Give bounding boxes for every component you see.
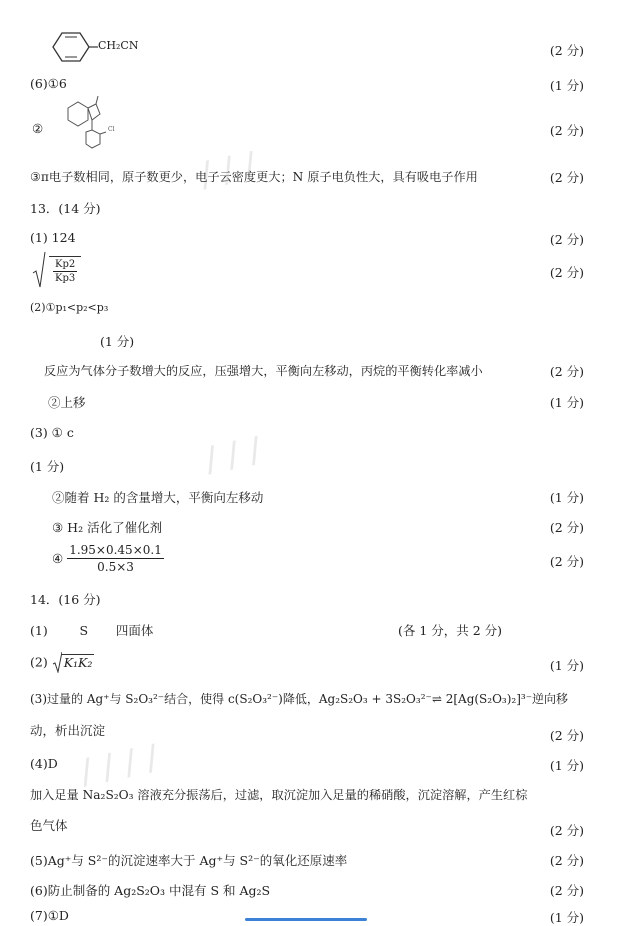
molecule-icon [62,94,128,152]
score: (1 分) [549,758,584,773]
answer-text: (1) 124 [30,230,76,245]
fraction-denominator: 0.5×3 [97,560,134,574]
score: (1 分) [30,459,65,474]
fraction-denominator: Kp3 [54,273,76,284]
question-number: (2) [30,654,48,670]
answer-text: (6)防止制备的 Ag₂S₂O₃ 中混有 S 和 Ag₂S [30,883,271,898]
sqrt-expression [30,651,94,673]
question-heading: 13．(14 分) [30,201,101,216]
answer-text: (3)过量的 Ag⁺与 S₂O₃²⁻结合，使得 c(S₂O₃²⁻)降低，Ag₂S₂O₃ + 3S₂O₃²⁻⇌ 2[Ag(S₂O₃)₂]³⁻逆向移 [30,692,569,706]
answer-text: ②上移 [48,395,86,410]
score: (2 分) [549,265,584,280]
answer-text: ②随着 H₂ 的含量增大，平衡向左移动 [52,490,264,505]
watermark: ∕ ∕ ∕ [196,144,260,196]
fraction-numerator: 1.95×0.45×0.1 [69,543,162,557]
watermark: ∕ ∕ ∕ ∕ [76,737,162,793]
score: (1 分) [549,910,584,925]
answer-text: (5)Ag⁺与 S²⁻的沉淀速率大于 Ag⁺与 S²⁻的氧化还原速率 [30,853,348,868]
fraction-expression [52,543,164,574]
answer-text: 动，析出沉淀 [30,723,106,738]
watermark: ∕ ∕ ∕ [201,429,265,481]
answer-text: 反应为气体分子数增大的反应，压强增大，平衡向左移动，丙烷的平衡转化率减小 [44,364,483,378]
answer-text: (7)①D [30,908,69,923]
answer-text: (4)D [30,756,58,771]
score: (1 分) [100,334,135,349]
answer-text: ③π电子数相同，原子数更少，电子云密度更大；N 原子电负性大，具有吸电子作用 [30,170,478,184]
score: (2 分) [549,43,584,58]
sqrt-sign-icon [52,651,62,673]
score: (1 分) [549,658,584,673]
formula-text: CH₂CN [98,39,139,52]
scroll-indicator [245,918,367,921]
indole-pyrimidine-structure [62,94,128,155]
score-note: (各 1 分，共 2 分) [398,623,503,638]
sqrt-sign-icon [32,251,46,289]
score: (1 分) [549,395,584,410]
score: (2 分) [549,823,584,838]
score: (1 分) [549,78,584,93]
chlorine-label: Cl [108,126,115,133]
score: (2 分) [549,170,584,185]
answer-text: 加入足量 Na₂S₂O₃ 溶液充分振荡后，过滤，取沉淀加入足量的稀硝酸，沉淀溶解，产生红棕 [30,788,528,802]
score: (2 分) [549,520,584,535]
score: (2 分) [549,554,584,569]
score: (2 分) [549,728,584,743]
benzyl-cyanide-structure [50,30,98,64]
score: (2 分) [549,232,584,247]
score: (1 分) [549,490,584,505]
radicand: K₁K₂ [63,654,93,670]
answer-text: (3) ① c [30,425,74,440]
answer-text: (2)①p₁<p₂<p₃ [30,301,109,314]
score: (2 分) [549,123,584,138]
answer-text: (6)①6 [30,76,67,91]
benzene-ring-icon [50,30,98,64]
score: (2 分) [549,883,584,898]
score: (2 分) [549,853,584,868]
answer-text: ③ H₂ 活化了催化剂 [52,520,163,535]
fraction-numerator: Kp2 [54,259,76,270]
answer-text: 色气体 [30,818,68,833]
sqrt-fraction [32,251,81,289]
answer-marker: ② [32,121,44,136]
question-heading: 14．(16 分) [30,592,101,607]
answer-text: (1) S 四面体 [30,623,154,638]
answer-marker: ④ [52,551,64,566]
score: (2 分) [549,364,584,379]
